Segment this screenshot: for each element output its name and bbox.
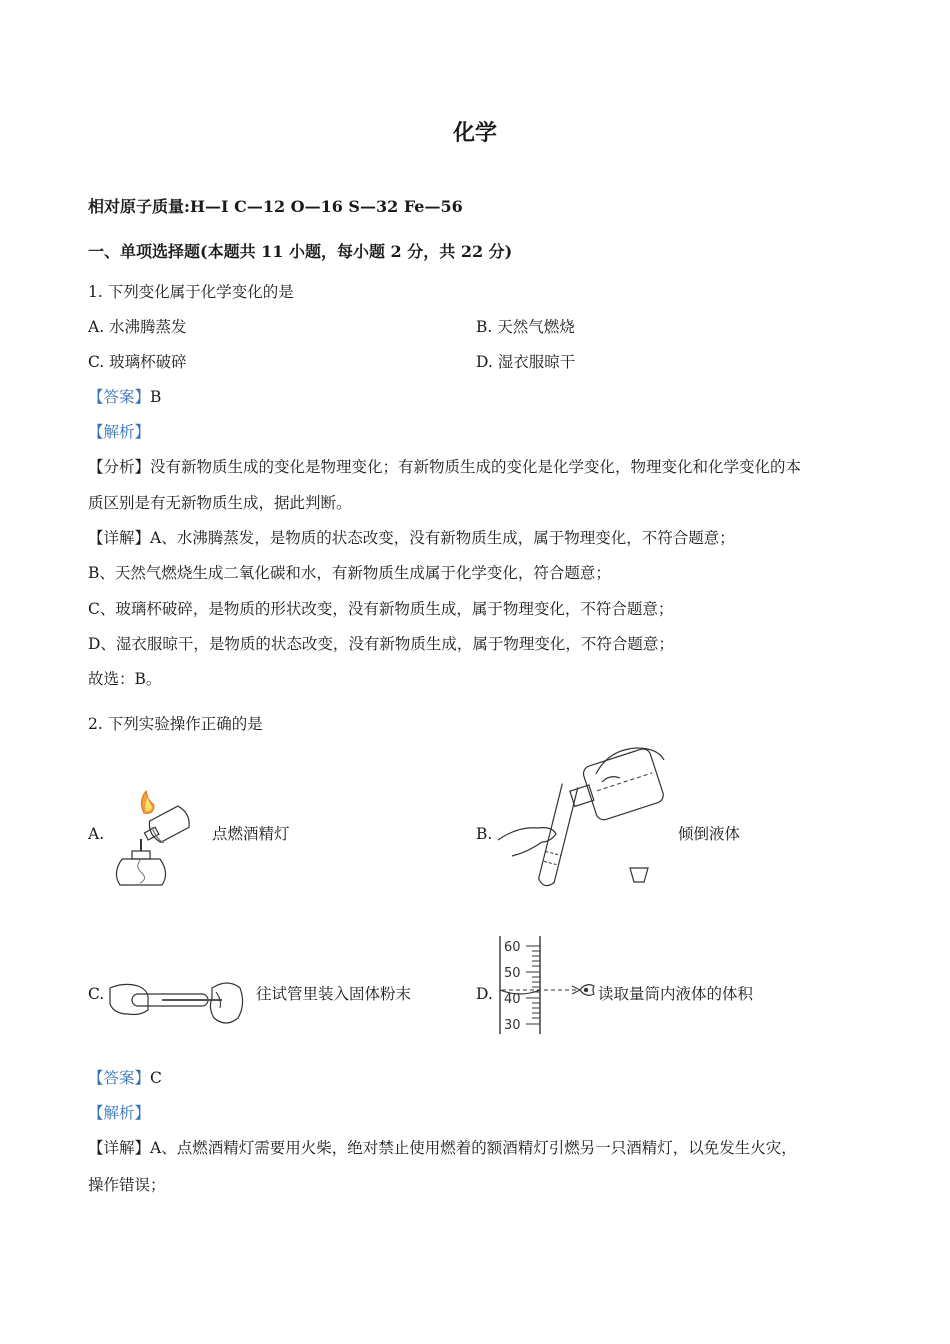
atomic-mass-line: 相对原子质量:H—I C—12 O—16 S—32 Fe—56 xyxy=(88,197,463,216)
q1-fenxi-line2: 质区别是有无新物质生成，据此判断。 xyxy=(88,494,352,512)
q1-detail-a xyxy=(88,528,735,548)
q2-detail-a-line2: 操作错误； xyxy=(88,1176,166,1194)
q2-option-a-letter: A. xyxy=(88,825,105,843)
q1-option-c: C. 玻璃杯破碎 xyxy=(88,353,187,371)
q2-option-b-letter: B. xyxy=(476,825,493,843)
detail-a-text: A、水沸腾蒸发，是物质的状态改变，没有新物质生成，属于物理变化，不符合题意； xyxy=(150,529,735,547)
q2-answer-line xyxy=(88,1068,162,1088)
q1-option-a: A. 水沸腾蒸发 xyxy=(88,318,187,336)
cylinder-tick-50: 50 xyxy=(504,966,521,981)
q2-option-d-letter: D. xyxy=(476,985,493,1003)
q1-detail-d: D、湿衣服晾干，是物质的状态改变，没有新物质生成，属于物理变化，不符合题意； xyxy=(88,635,674,653)
fenxi-tag: 【分析】 xyxy=(88,458,151,476)
q1-fenxi-line1 xyxy=(88,457,801,477)
detail-a-text: A、点燃酒精灯需要用火柴，绝对禁止使用燃着的额酒精灯引燃另一只酒精灯，以免发生火灾， xyxy=(150,1139,797,1157)
section-heading: 一、单项选择题(本题共 11 小题，每小题 2 分，共 22 分) xyxy=(88,242,513,261)
pouring-liquid-illustration xyxy=(498,744,668,894)
q1-option-b: B. 天然气燃烧 xyxy=(476,318,575,336)
alcohol-lamp-illustration xyxy=(104,787,210,893)
powder-into-test-tube-illustration xyxy=(104,974,246,1036)
q1-stem: 1. 下列变化属于化学变化的是 xyxy=(88,283,294,301)
answer-tag: 【答案】 xyxy=(88,1069,151,1087)
q2-option-c-letter: C. xyxy=(88,985,105,1003)
cylinder-tick-60: 60 xyxy=(504,940,521,955)
q2-option-d-text: 读取量筒内液体的体积 xyxy=(598,985,754,1003)
q1-conclusion: 故选：B。 xyxy=(88,670,162,688)
q2-option-b-text: 倾倒液体 xyxy=(678,825,741,843)
answer-value: C xyxy=(150,1069,162,1087)
q2-option-a-text: 点燃酒精灯 xyxy=(212,825,290,843)
detail-tag: 【详解】 xyxy=(88,1139,151,1157)
detail-tag: 【详解】 xyxy=(88,529,151,547)
document-title: 化学 xyxy=(452,120,497,146)
graduated-cylinder-illustration xyxy=(496,934,596,1038)
q2-stem: 2. 下列实验操作正确的是 xyxy=(88,715,263,733)
cylinder-tick-30: 30 xyxy=(504,1018,521,1033)
fenxi-text-1: 没有新物质生成的变化是物理变化；有新物质生成的变化是化学变化，物理变化和化学变化的本 xyxy=(150,458,802,476)
q1-detail-c: C、玻璃杯破碎，是物质的形状改变，没有新物质生成，属于物理变化，不符合题意； xyxy=(88,600,674,618)
answer-value: B xyxy=(150,388,162,406)
q1-answer-line xyxy=(88,387,161,407)
answer-tag: 【答案】 xyxy=(88,388,151,406)
q2-option-c-text: 往试管里装入固体粉末 xyxy=(256,985,412,1003)
q1-detail-b: B、天然气燃烧生成二氧化碳和水，有新物质生成属于化学变化，符合题意； xyxy=(88,564,611,582)
cylinder-tick-40: 40 xyxy=(504,992,521,1007)
analysis-tag: 【解析】 xyxy=(88,423,151,441)
analysis-tag: 【解析】 xyxy=(88,1104,151,1122)
q2-detail-a-line1 xyxy=(88,1138,797,1158)
q1-option-d: D. 湿衣服晾干 xyxy=(476,353,576,371)
